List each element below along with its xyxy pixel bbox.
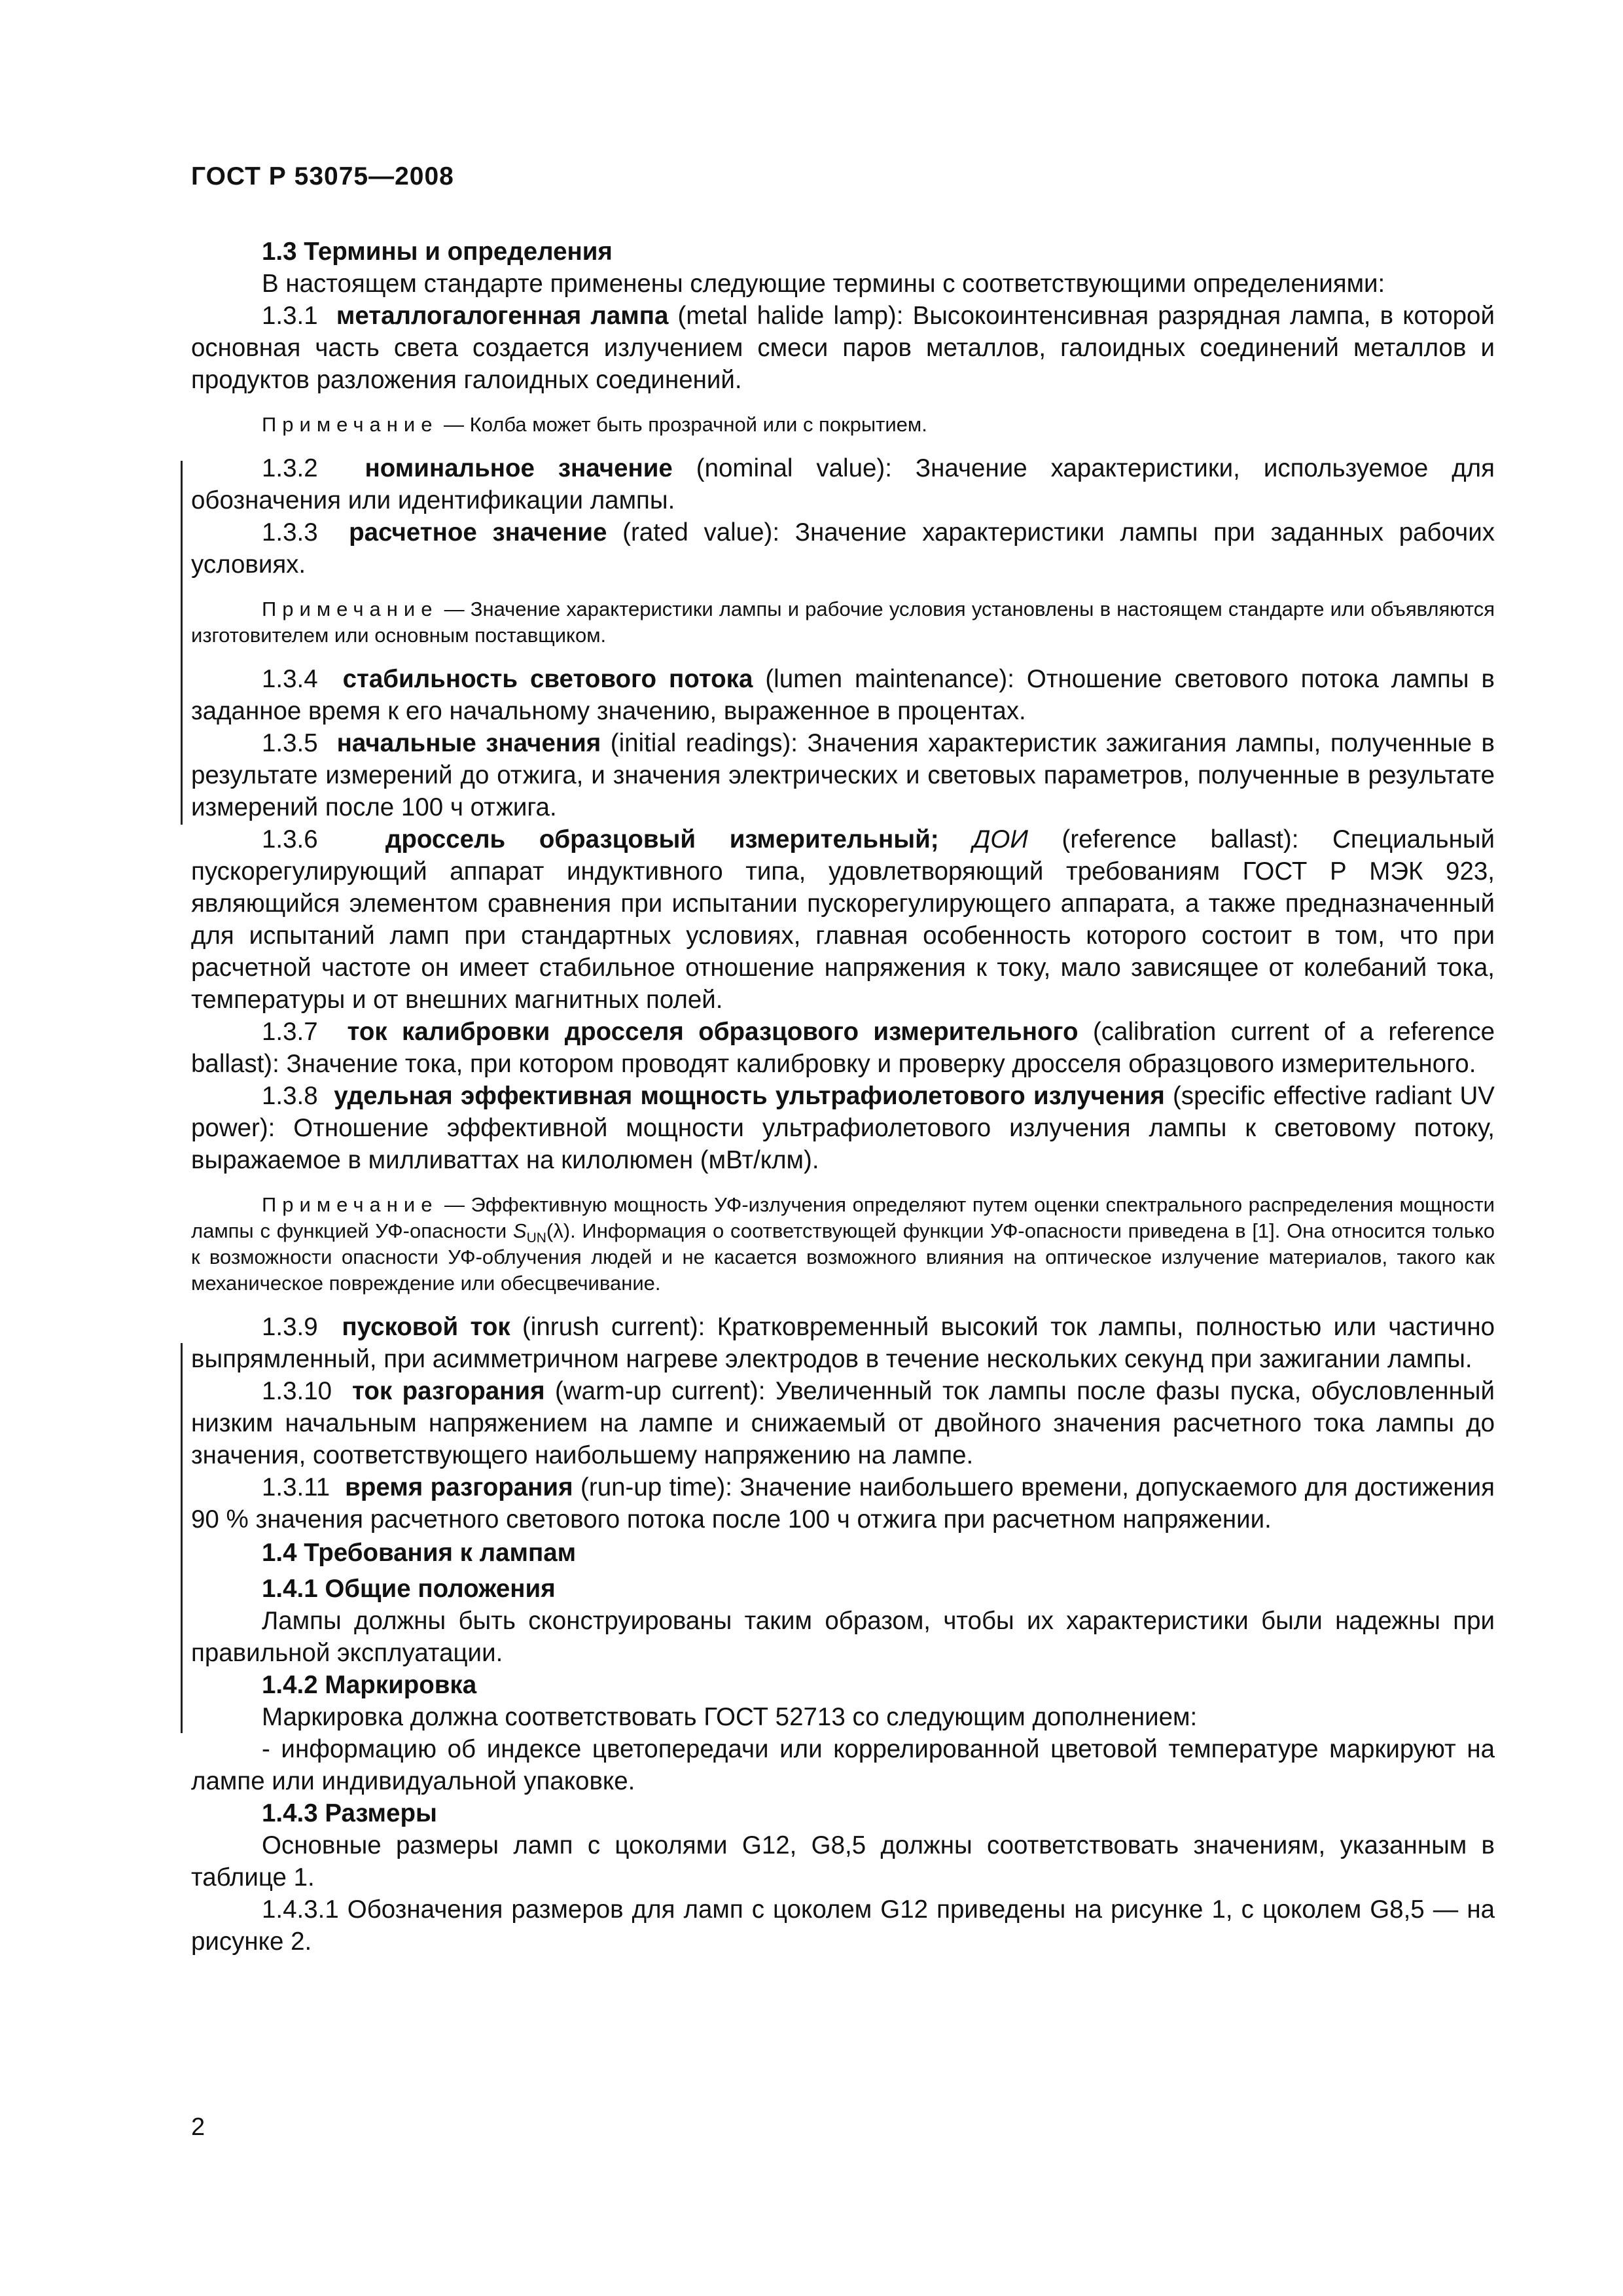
term-text: (reference ballast): Специальный пускорегулирующий аппарат индуктивного типа, удовлетворяющий требованиям ГОСТ Р МЭК 923, являющийся элементом сравнения при испытании пускорегулирующего аппарата, а также предназначенный для испытаний ламп при стандартных условиях, главная особенность которого состоит в том, что при расчетной частоте он имеет стабильное отношение напряжения к току, мало зависящее от колебаний тока, температуры и от внешних магнитных полей.: [191, 825, 1495, 1014]
subsection-heading: 1.4.2 Маркировка: [262, 1671, 477, 1699]
term-number: 1.3.1: [262, 302, 318, 330]
term-definition: [191, 663, 1495, 727]
formula-subscript: UN: [526, 1230, 546, 1246]
note: Примечание — Значение характеристики лампы и рабочие условия установлены в настоящем стандарте или объявляются изготовителем или основным поставщиком.: [191, 598, 1495, 647]
note-label: Примечание: [262, 598, 438, 620]
term-title: удельная эффективная мощность ультрафиолетового излучения: [334, 1082, 1165, 1110]
section-heading: 1.3 Термины и определения: [262, 238, 613, 266]
term-title: время разгорания: [345, 1473, 573, 1501]
term-title: начальные значения: [336, 729, 601, 757]
term-definition: [191, 1080, 1495, 1176]
subsection-heading: 1.4.1 Общие положения: [262, 1575, 556, 1603]
term-number: 1.3.6: [262, 825, 318, 853]
term-number: 1.3.9: [262, 1313, 318, 1341]
note-text: (λ). Информация о соответствующей функции УФ-опасности приведена в [1]. Она относится только к возможности опасности УФ-облучения людей и не касается возможного влияния на оптическое излучение материалов, такого как механическое повреждение или обесцвечивание.: [191, 1219, 1495, 1295]
term-definition: [191, 823, 1495, 1016]
list-item: - информацию об индексе цветопередачи или коррелированной цветовой температуре маркируют на лампе или индивидуальной упаковке.: [191, 1735, 1495, 1795]
note-label: Примечание: [262, 1193, 438, 1216]
term-text: (warm-up current): Увеличенный ток лампы после фазы пуска, обусловленный низким начальным напряжением на лампе и снижаемый от двойного значения расчетного тока лампы до значения, соответствующего наибольшему напряжению на лампе.: [191, 1377, 1495, 1469]
term-title: расчетное значение: [349, 518, 607, 547]
term-abbreviation: ДОИ: [972, 825, 1028, 853]
page-number: 2: [191, 2113, 205, 2141]
note-text: Значение характеристики лампы и рабочие условия установлены в настоящем стандарте или объявляются изготовителем или основным поставщиком.: [191, 598, 1495, 647]
term-definition: [191, 727, 1495, 823]
formula-symbol: S: [512, 1219, 527, 1242]
section-intro: В настоящем стандарте применены следующие термины с соответствующими определениями:: [262, 270, 1385, 298]
term-text: (initial readings): Значения характеристик зажигания лампы, полученные в результате измерений до отжига, и значения электрических и световых параметров, полученные в результате измерений после 100 ч отжига.: [191, 729, 1495, 821]
note: Примечание — Эффективную мощность УФ-излучения определяют путем оценки спектрального распределения мощности лампы с функцией УФ-опасности $S_{UN}(\lambda)$. Информация о соответствующей функции УФ-опасности приведена в [1]. Она относится только к возможности опасности УФ-облучения людей и не касается возможного влияния на оптическое излучение материалов, такого как механическое повреждение или обесцвечивание.: [191, 1193, 1495, 1295]
term-number: 1.3.10: [262, 1377, 332, 1405]
paragraph: Лампы должны быть сконструированы таким образом, чтобы их характеристики были надежны при правильной эксплуатации.: [191, 1607, 1495, 1667]
term-text: (inrush current): Кратковременный высокий ток лампы, полностью или частично выпрямленный, при асимметричном нагреве электродов в течение нескольких секунд при зажигании лампы.: [191, 1313, 1495, 1373]
term-text: (rated value): Значение характеристики лампы при заданных рабочих условиях.: [191, 518, 1495, 579]
term-text: (nominal value): Значение характеристики, используемое для обозначения или идентификации лампы.: [191, 454, 1495, 514]
term-title: дроссель образцовый измерительный;: [385, 825, 939, 853]
term-number: 1.3.2: [262, 454, 318, 482]
subsection-heading: 1.4.3 Размеры: [262, 1799, 437, 1827]
term-number: 1.3.4: [262, 665, 318, 693]
term-definition: [191, 516, 1495, 581]
term-definition: [191, 300, 1495, 396]
term-title: пусковой ток: [342, 1313, 510, 1341]
note: Примечание — Колба может быть прозрачной или с покрытием.: [262, 413, 927, 436]
revision-bar: [181, 461, 183, 825]
term-title: номинальное значение: [365, 454, 673, 482]
note-text: Эффективную мощность УФ-излучения определяют путем оценки спектрального распределения мощности лампы с функцией УФ-опасности: [191, 1193, 1495, 1242]
term-title: металлогалогенная лампа: [336, 302, 669, 330]
term-text: (calibration current of a reference ballast): Значение тока, при котором проводят калибровку и проверку дросселя образцового измерительного.: [191, 1018, 1495, 1078]
term-definition: [191, 452, 1495, 516]
paragraph: Основные размеры ламп с цоколями G12, G8,5 должны соответствовать значениям, указанным в таблице 1.: [191, 1831, 1495, 1892]
term-title: ток разгорания: [352, 1377, 545, 1405]
term-title: стабильность светового потока: [342, 665, 753, 693]
term-number: 1.3.3: [262, 518, 318, 547]
note-text: Колба может быть прозрачной или с покрытием.: [469, 413, 927, 436]
term-definition: [191, 1016, 1495, 1080]
term-definition: [191, 1375, 1495, 1471]
term-text: (metal halide lamp): Высокоинтенсивная разрядная лампа, в которой основная часть света создается излучением смеси паров металлов, галоидных соединений металлов и продуктов разложения галоидных соединений.: [191, 302, 1495, 394]
term-number: 1.3.7: [262, 1018, 318, 1046]
term-definition: [191, 1471, 1495, 1535]
term-number: 1.3.8: [262, 1082, 318, 1110]
section-heading: 1.4 Требования к лампам: [262, 1539, 577, 1567]
note-label: Примечание: [262, 413, 438, 436]
term-number: 1.3.5: [262, 729, 318, 757]
term-text: (specific effective radiant UV power): Отношение эффективной мощности ультрафиолетового излучения лампы к световому потоку, выражаемое в милливаттах на килолюмен (мВт/клм).: [191, 1082, 1495, 1174]
term-title: ток калибровки дросселя образцового измерительного: [347, 1018, 1079, 1046]
document-body: [191, 236, 1495, 1958]
term-definition: [191, 1311, 1495, 1375]
revision-bar: [181, 1343, 183, 1733]
term-number: 1.3.11: [262, 1473, 330, 1501]
paragraph: 1.4.3.1 Обозначения размеров для ламп с цоколем G12 приведены на рисунке 1, с цоколем G8,5 — на рисунке 2.: [191, 1895, 1495, 1956]
term-text: (lumen maintenance): Отношение светового потока лампы в заданное время к его начальному значению, выраженное в процентах.: [191, 665, 1495, 725]
paragraph: Маркировка должна соответствовать ГОСТ 52713 со следующим дополнением:: [262, 1703, 1198, 1731]
term-text: (run-up time): Значение наибольшего времени, допускаемого для достижения 90 % значения расчетного светового потока после 100 ч отжига при расчетном напряжении.: [191, 1473, 1495, 1534]
document-code-header: ГОСТ Р 53075—2008: [191, 162, 454, 190]
